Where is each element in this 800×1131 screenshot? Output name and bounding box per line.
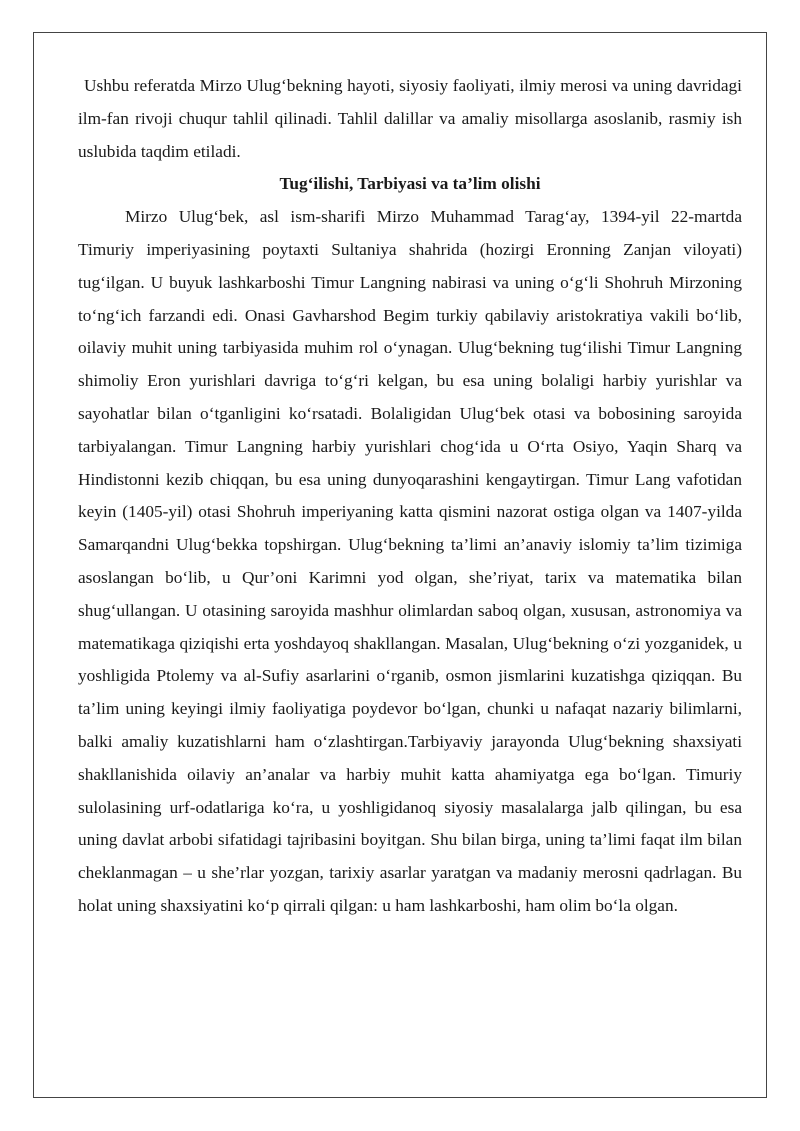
body-paragraph: Mirzo Ulug‘bek, asl ism-sharifi Mirzo Muhammad Tarag‘ay, 1394-yil 22-martda Timuriy imperiyasining poytaxti Sultaniya shahrida (hozirgi Eronning Zanjan viloyati) tug‘ilgan. U buyuk lashkarboshi Timur Langning nabirasi va uning o‘g‘li Shohruh Mirzoning to‘ng‘ich farzandi edi. Onasi Gavharshod Begim turkiy qabilaviy aristokratiya vakili bo‘lib, oilaviy muhit uning tarbiyasida muhim rol o‘ynagan. Ulug‘bekning tug‘ilishi Timur Langning shimoliy Eron yurishlari davriga to‘g‘ri kelgan, bu esa uning bolaligi harbiy yurishlar va sayohatlar bilan o‘tganligini ko‘rsatadi. Bolaligidan Ulug‘bek otasi va bobosining saroyida tarbiyalangan. Timur Langning harbiy yurishlari chog‘ida u O‘rta Osiyo, Yaqin Sharq va Hindistonni kezib chiqqan, bu esa uning dunyoqarashini kengaytirgan. Timur Lang vafotidan keyin (1405-yil) otasi Shohruh imperiyaning katta qismini nazorat ostiga olgan va 1407-yilda Samarqandni Ulug‘bekka topshirgan. Ulug‘bekning ta’limi an’anaviy islomiy ta’lim tizimiga asoslangan bo‘lib, u Qur’oni Karimni yod olgan, she’riyat, tarix va matematika bilan shug‘ullangan. U otasining saroyida mashhur olimlardan saboq olgan, xususan, astronomiya va matematikaga qiziqishi erta yoshdayoq shakllangan. Masalan, Ulug‘bekning o‘zi yozganidek, u yoshligida Ptolemy va al-Sufiy asarlarini o‘rganib, osmon jismlarini kuzatishga qiziqqan. Bu ta’lim uning keyingi ilmiy faoliyatiga poydevor bo‘lgan, chunki u nafaqat nazariy bilimlarni, balki amaliy kuzatishlarni ham o‘zlashtirgan.Tarbiyaviy jarayonda Ulug‘bekning shaxsiyati shakllanishida oilaviy an’analar va harbiy muhit katta ahamiyatga ega bo‘lgan. Timuriy sulolasining urf-odatlariga ko‘ra, u yoshligidanoq siyosiy masalalarga jalb qilingan, bu esa uning davlat arbobi sifatidagi tajribasini boyitgan. Shu bilan birga, uning ta’limi faqat ilm bilan cheklanmagan – u she’rlar yozgan, tarixiy asarlar yaratgan va madaniy merosni qadrlagan. Bu holat uning shaxsiyatini ko‘p qirrali qilgan: u ham lashkarboshi, ham olim bo‘la olgan. [78,207,742,915]
section-heading: Tug‘ilishi, Tarbiyasi va ta’lim olishi [279,174,541,194]
intro-paragraph: Ushbu referatda Mirzo Ulug‘bekning hayoti, siyosiy faoliyati, ilmiy merosi va uning davridagi ilm-fan rivoji chuqur tahlil qilinadi. Tahlil dalillar va amaliy misollarga asoslanib, rasmiy ish uslubida taqdim etiladi. [78,76,742,161]
document-body [78,70,742,923]
